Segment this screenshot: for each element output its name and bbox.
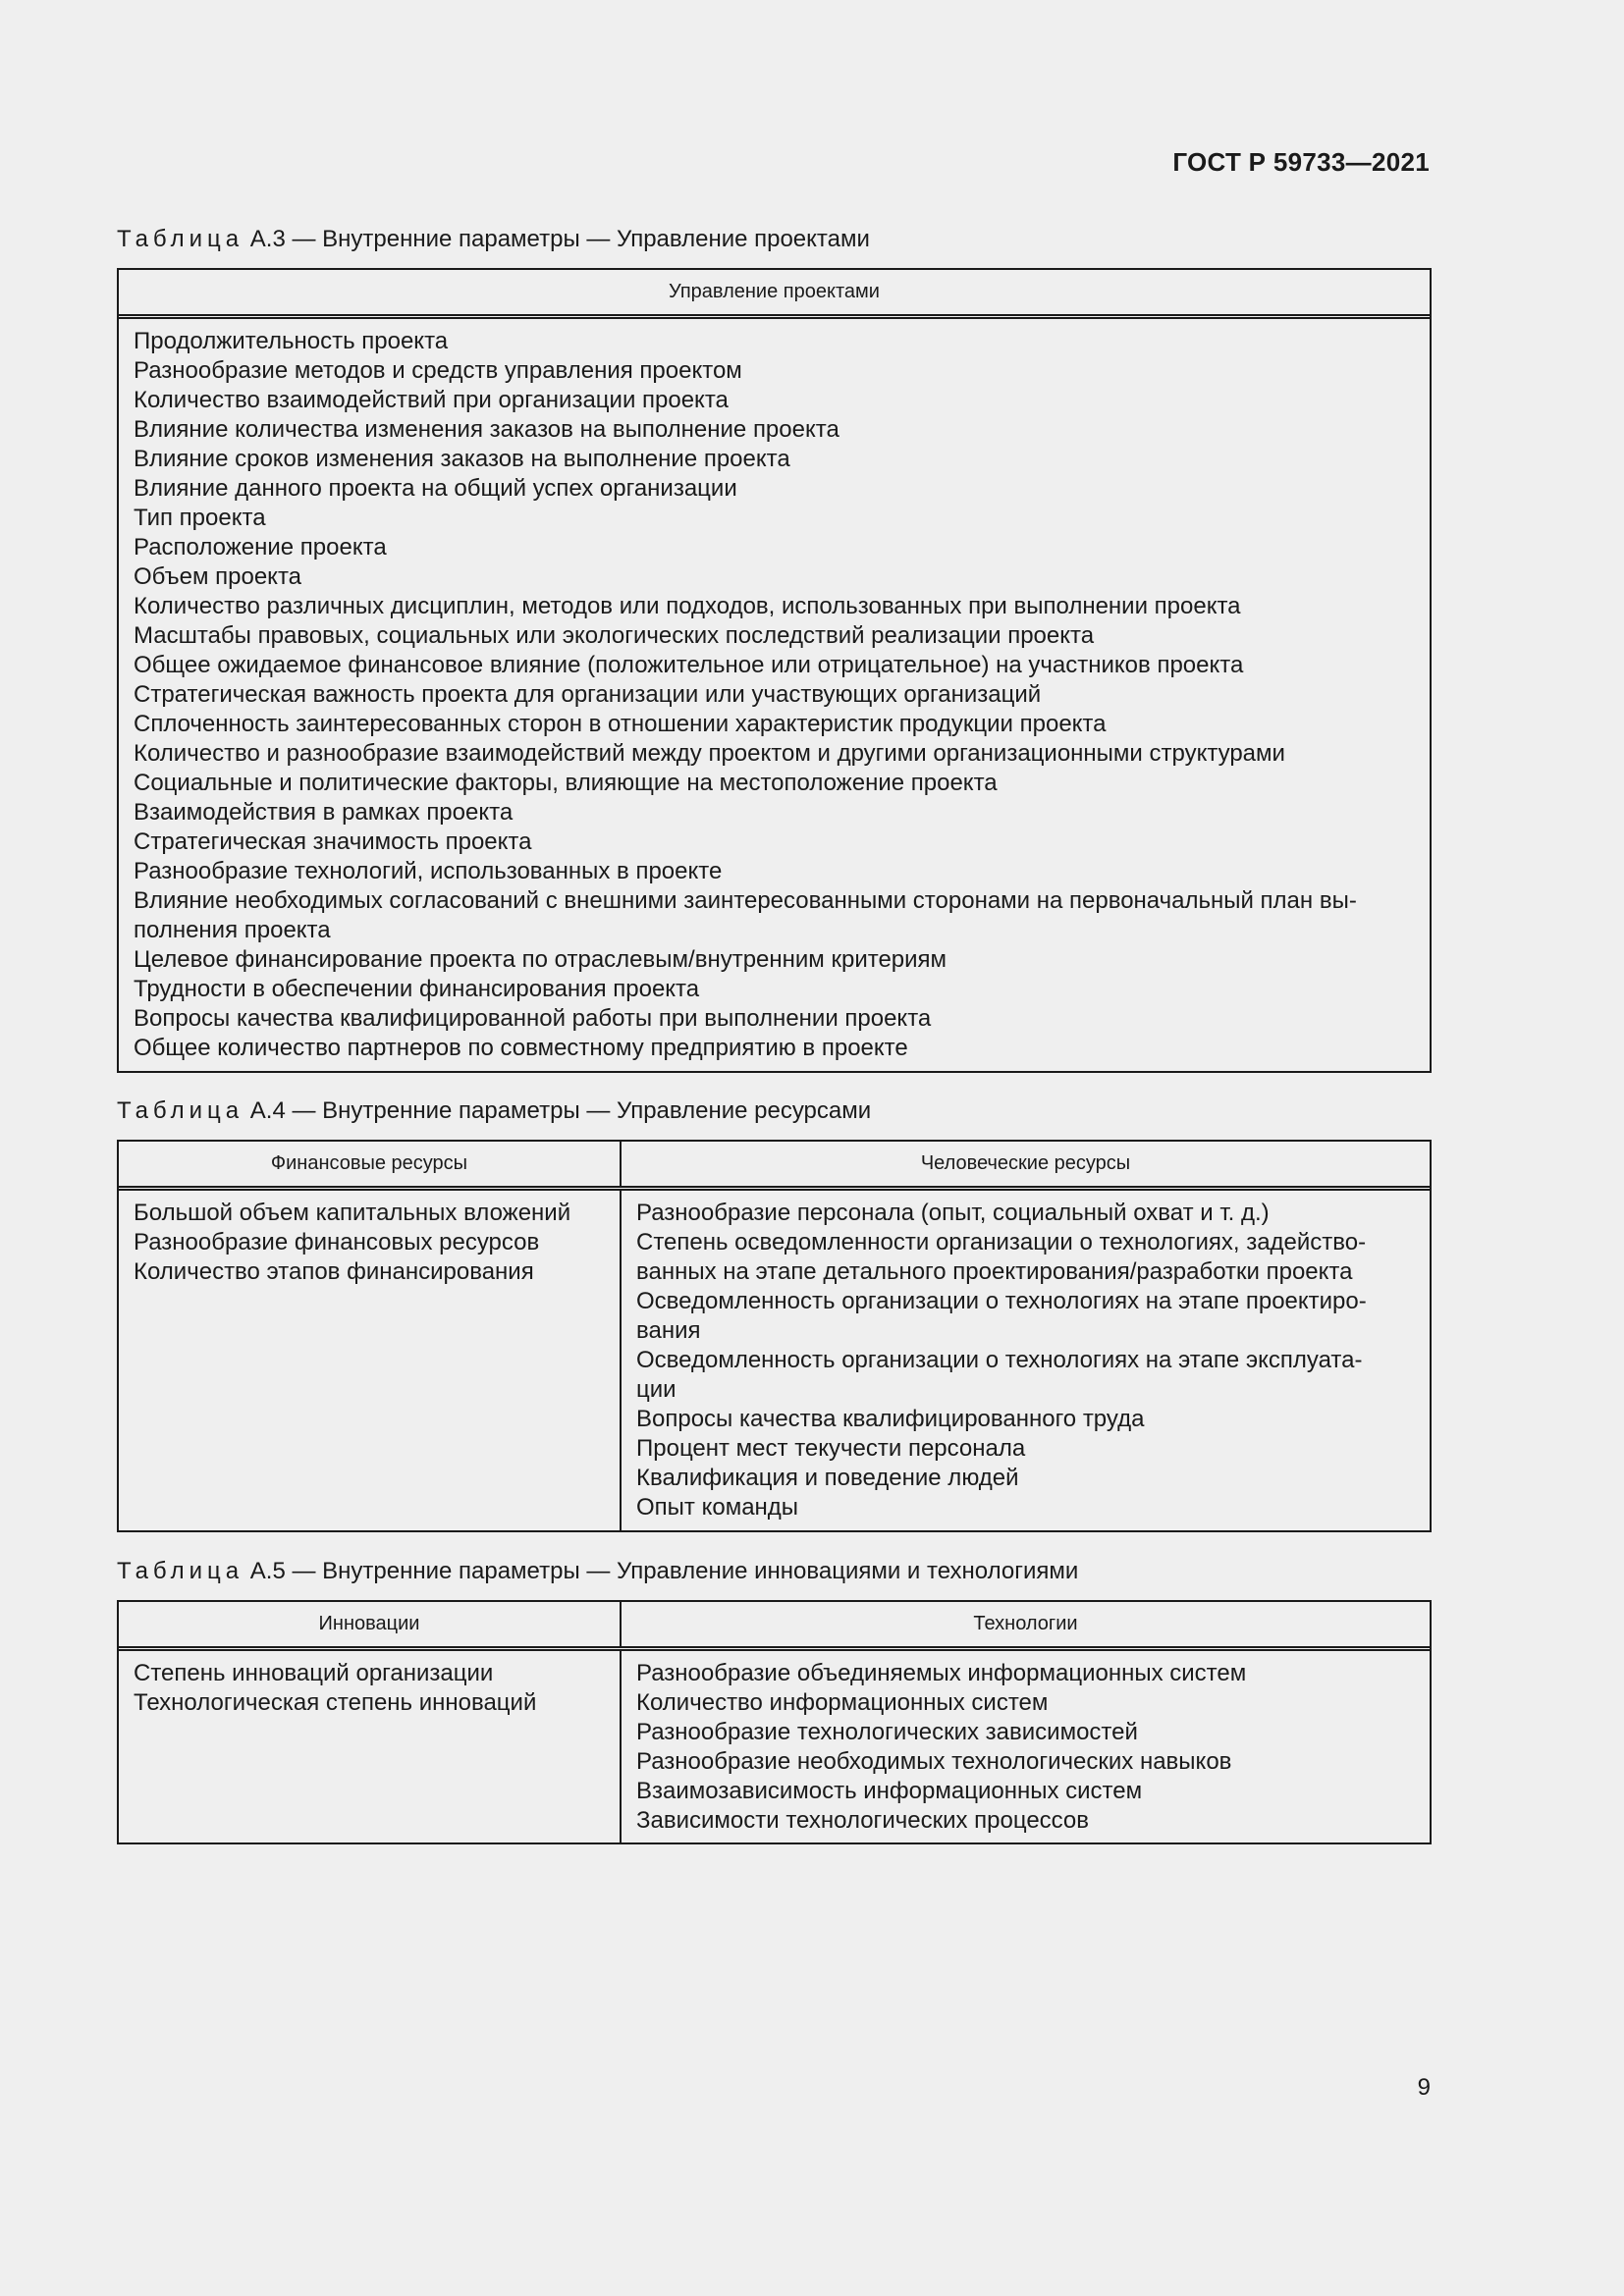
table-a5 [117,1600,1432,1844]
table-a3-row: Расположение проекта [134,534,387,561]
table-a4-human-row: Квалификация и поведение людей [636,1465,1019,1491]
table-a5-innovations-row: Степень инноваций организации [134,1660,494,1686]
table-a5-caption [117,1558,1078,1585]
table-a3-row: Количество взаимодействий при организации проекта [134,387,729,413]
table-a5-technologies-row: Количество информационных систем [636,1689,1049,1716]
table-a3-caption-text: А.3 — Внутренние параметры — Управление проектами [244,226,870,252]
table-a3-row: Количество различных дисциплин, методов или подходов, использованных при выполнении проекта [134,593,1241,619]
table-a4 [117,1140,1432,1532]
table-a3-header-row [119,270,1430,319]
document-code: ГОСТ Р 59733—2021 [1172,147,1430,177]
table-a4-human-row: Вопросы качества квалифицированного труда [636,1406,1145,1432]
table-a4-caption [117,1097,871,1125]
table-a5-technologies-row: Разнообразие объединяемых информационных систем [636,1660,1247,1686]
table-a4-header-row [119,1142,1430,1191]
table-a3-row: Общее ожидаемое финансовое влияние (положительное или отрицательное) на участников проекта [134,652,1244,678]
table-a5-innovations-row: Технологическая степень инноваций [134,1689,537,1716]
table-a4-human-row: ции [636,1376,677,1403]
table-a4-financial-row: Разнообразие финансовых ресурсов [134,1229,540,1255]
table-a4-caption-word: Таблица [117,1097,244,1124]
table-a3-row: Влияние количества изменения заказов на выполнение проекта [134,416,839,443]
table-a4-caption-text: А.4 — Внутренние параметры — Управление ресурсами [244,1097,872,1124]
table-a3-row: Взаимодействия в рамках проекта [134,799,514,826]
table-a5-caption-word: Таблица [117,1558,244,1584]
table-a3-row: Разнообразие технологий, использованных в проекте [134,858,723,884]
table-a5-header-innovations: Инновации [119,1602,622,1646]
table-a5-body [119,1651,1430,1842]
table-a5-technologies-row: Разнообразие технологических зависимостей [636,1719,1138,1745]
table-a3-header: Управление проектами [669,281,880,302]
table-a3-row: Трудности в обеспечении финансирования проекта [134,976,700,1002]
table-a4-human-row: Процент мест текучести персонала [636,1435,1026,1462]
table-a5-innovations-cell [119,1651,622,1842]
table-a5-technologies-row: Взаимозависимость информационных систем [636,1778,1143,1804]
table-a5-technologies-list [636,1659,1416,1836]
table-a3-list [134,327,1416,1063]
table-a4-financial-list [134,1199,606,1287]
table-a3-row: Сплоченность заинтересованных сторон в отношении характеристик продукции проекта [134,711,1107,737]
table-a3-row: Общее количество партнеров по совместному предприятию в проекте [134,1035,908,1061]
table-a3-row: Разнообразие методов и средств управления проектом [134,357,742,384]
table-a3-row: Количество и разнообразие взаимодействий между проектом и другими организационными структурами [134,740,1285,767]
table-a4-human-row: Степень осведомленности организации о технологиях, задейство- [636,1229,1367,1255]
table-a3-row: Влияние данного проекта на общий успех организации [134,475,737,502]
table-a3-row: Масштабы правовых, социальных или экологических последствий реализации проекта [134,622,1095,649]
table-a5-technologies-row: Разнообразие необходимых технологических навыков [636,1748,1232,1775]
table-a3-row: Влияние необходимых согласований с внешними заинтересованными сторонами на первоначальный план вы- [134,887,1357,914]
table-a4-human-cell [622,1191,1430,1530]
table-a3-row: Стратегическая значимость проекта [134,828,532,855]
table-a5-technologies-row: Зависимости технологических процессов [636,1807,1090,1834]
table-a3-row: Целевое финансирование проекта по отраслевым/внутренним критериям [134,946,947,973]
table-a3-row: Стратегическая важность проекта для организации или участвующих организаций [134,681,1042,708]
table-a4-header-human: Человеческие ресурсы [920,1152,1131,1174]
table-a4-human-row: Разнообразие персонала (опыт, социальный охват и т. д.) [636,1200,1270,1226]
table-a5-caption-text: А.5 — Внутренние параметры — Управление инновациями и технологиями [244,1558,1079,1584]
table-a5-header-row [119,1602,1430,1651]
table-a3-row: Тип проекта [134,505,266,531]
table-a4-body [119,1191,1430,1530]
table-a4-human-list [636,1199,1416,1522]
table-a3 [117,268,1432,1073]
table-a4-human-row: ванных на этапе детального проектирования/разработки проекта [636,1258,1353,1285]
table-a3-row: полнения проекта [134,917,331,943]
page-number: 9 [1417,2074,1431,2101]
table-a3-row: Продолжительность проекта [134,328,449,354]
table-a4-financial-row: Большой объем капитальных вложений [134,1200,571,1226]
table-a3-row: Вопросы качества квалифицированной работы при выполнении проекта [134,1005,932,1032]
table-a3-caption [117,226,870,253]
table-a4-human-row: Опыт команды [636,1494,799,1521]
table-a3-row: Социальные и политические факторы, влияющие на местоположение проекта [134,770,998,796]
table-a4-financial-cell [119,1191,622,1530]
table-a5-innovations-list [134,1659,606,1718]
table-a3-row: Влияние сроков изменения заказов на выполнение проекта [134,446,790,472]
table-a5-technologies-cell [622,1651,1430,1842]
table-a3-body [119,319,1430,1071]
table-a5-header-technologies: Технологии [973,1613,1078,1634]
table-a3-cell [119,319,1430,1071]
table-a3-caption-word: Таблица [117,226,244,252]
table-a4-human-row: Осведомленность организации о технологиях на этапе проектиро- [636,1288,1367,1314]
table-a4-human-row: Осведомленность организации о технологиях на этапе эксплуата- [636,1347,1363,1373]
table-a4-financial-row: Количество этапов финансирования [134,1258,534,1285]
table-a4-human-row: вания [636,1317,701,1344]
table-a3-row: Объем проекта [134,563,302,590]
table-a4-header-financial: Финансовые ресурсы [119,1142,622,1186]
